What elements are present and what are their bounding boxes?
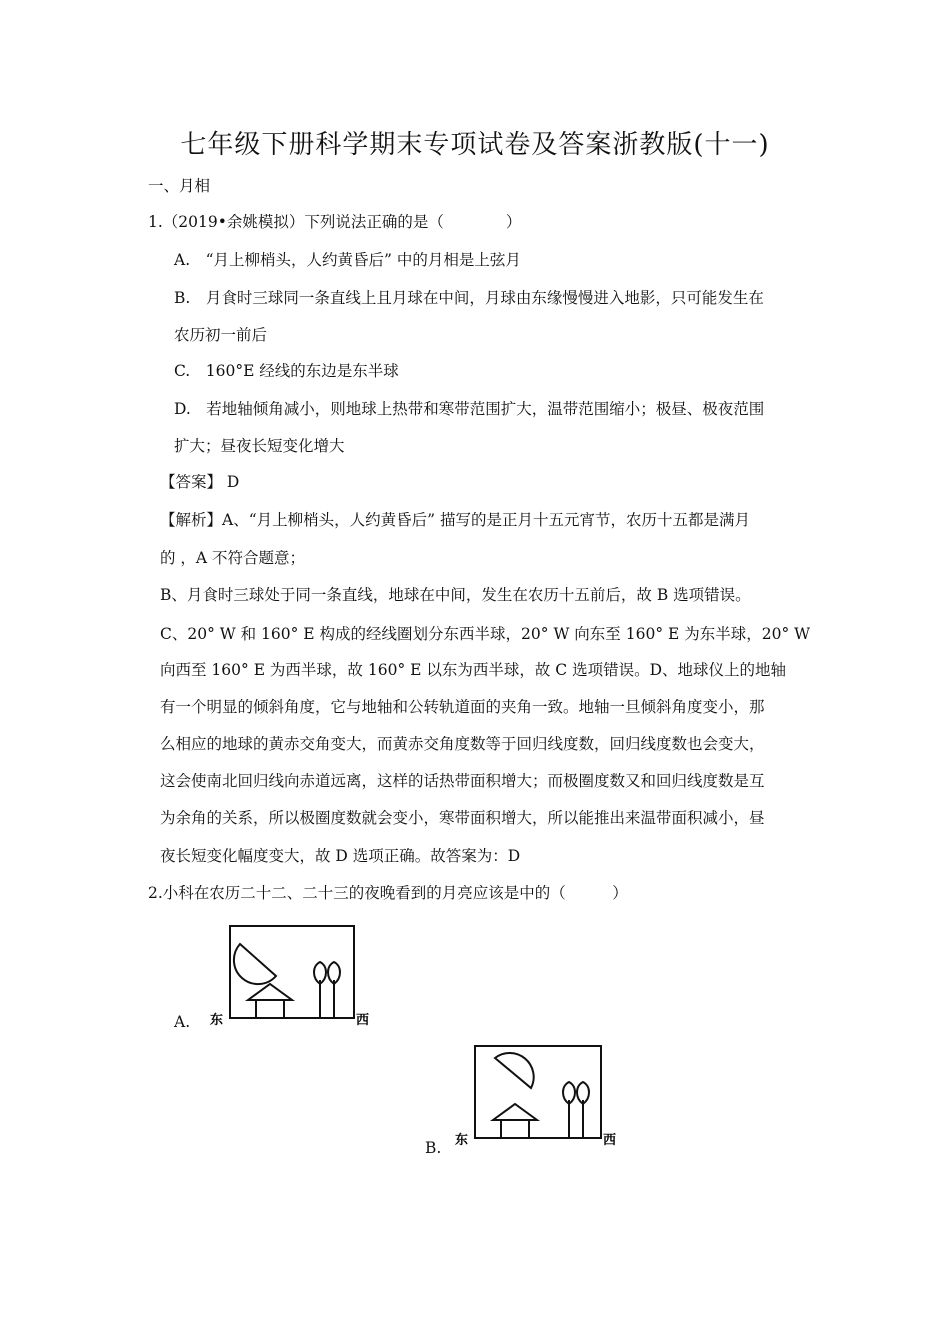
q2-option-a-label: A.	[174, 1013, 191, 1031]
q1-answer: 【答案】 D	[160, 473, 240, 491]
q2-option-a-figure[interactable]	[208, 918, 378, 1028]
explanation-line: 为余角的关系，所以极圈度数就会变小，寒带面积增大，所以能推出来温带面积减小，昼	[160, 809, 765, 827]
q1-option-d-line1: D. 若地轴倾角减小，则地球上热带和寒带范围扩大，温带范围缩小；极昼、极夜范围	[174, 400, 765, 418]
explanation-line: 有一个明显的倾斜角度，它与地轴和公转轨道面的夹角一致。地轴一旦倾斜角度变小，那	[160, 698, 765, 716]
explanation-line: 【解析】A、“月上柳梢头，人约黄昏后” 描写的是正月十五元宵节，农历十五都是满月	[160, 511, 750, 529]
east-label: 东	[455, 1133, 469, 1148]
q1-stem: 1.（2019•余姚模拟）下列说法正确的是（ ）	[148, 213, 522, 231]
tree-icon	[577, 1082, 589, 1138]
explanation-line: B、月食时三球处于同一条直线，地球在中间，发生在农历十五前后，故 B 选项错误。	[160, 586, 751, 604]
house-body-icon	[256, 1000, 284, 1018]
frame	[230, 926, 354, 1018]
explanation-line: 夜长短变化幅度变大，故 D 选项正确。故答案为：D	[160, 847, 521, 865]
half-moon-icon	[495, 1053, 534, 1088]
explanation-line: 的 ，A 不符合题意；	[160, 549, 306, 567]
tree-icon	[314, 962, 326, 1018]
house-body-icon	[501, 1120, 529, 1138]
section-heading: 一、月相	[148, 177, 211, 195]
explanation-line: 么相应的地球的黄赤交角变大，而黄赤交角度数等于回归线度数，回归线度数也会变大，	[160, 735, 765, 753]
explanation-line: 向西至 160° E 为西半球，故 160° E 以东为西半球，故 C 选项错误。D、地球仪上的地轴	[160, 661, 787, 679]
west-label: 西	[603, 1133, 617, 1148]
q1-option-b-line2: 农历初一前后	[174, 326, 268, 344]
q2-option-b-figure[interactable]	[455, 1038, 625, 1148]
q2-stem: 2.小科在农历二十二、二十三的夜晚看到的月亮应该是中的（ ）	[148, 884, 628, 902]
q1-option-b-line1: B. 月食时三球同一条直线上且月球在中间，月球由东缘慢慢进入地影，只可能发生在	[174, 289, 764, 307]
west-label: 西	[356, 1013, 370, 1028]
half-moon-icon	[234, 944, 276, 984]
house-roof-icon	[248, 984, 292, 1000]
document-title: 七年级下册科学期末专项试卷及答案浙教版(十一)	[180, 130, 770, 160]
tree-icon	[328, 962, 340, 1018]
explanation-line: 这会使南北回归线向赤道远离，这样的话热带面积增大；而极圈度数又和回归线度数是互	[160, 772, 765, 790]
tree-icon	[563, 1082, 575, 1138]
q1-option-d-line2: 扩大；昼夜长短变化增大	[174, 437, 345, 455]
q2-option-b-label: B.	[425, 1139, 442, 1157]
explanation-line: C、20° W 和 160° E 构成的经线圈划分东西半球，20° W 向东至 160° E 为东半球，20° W	[160, 625, 811, 643]
q1-option-c: C. 160°E 经线的东边是东半球	[174, 362, 399, 380]
east-label: 东	[210, 1013, 224, 1028]
house-roof-icon	[493, 1104, 537, 1120]
q1-option-a: A. “月上柳梢头，人约黄昏后” 中的月相是上弦月	[174, 251, 521, 269]
